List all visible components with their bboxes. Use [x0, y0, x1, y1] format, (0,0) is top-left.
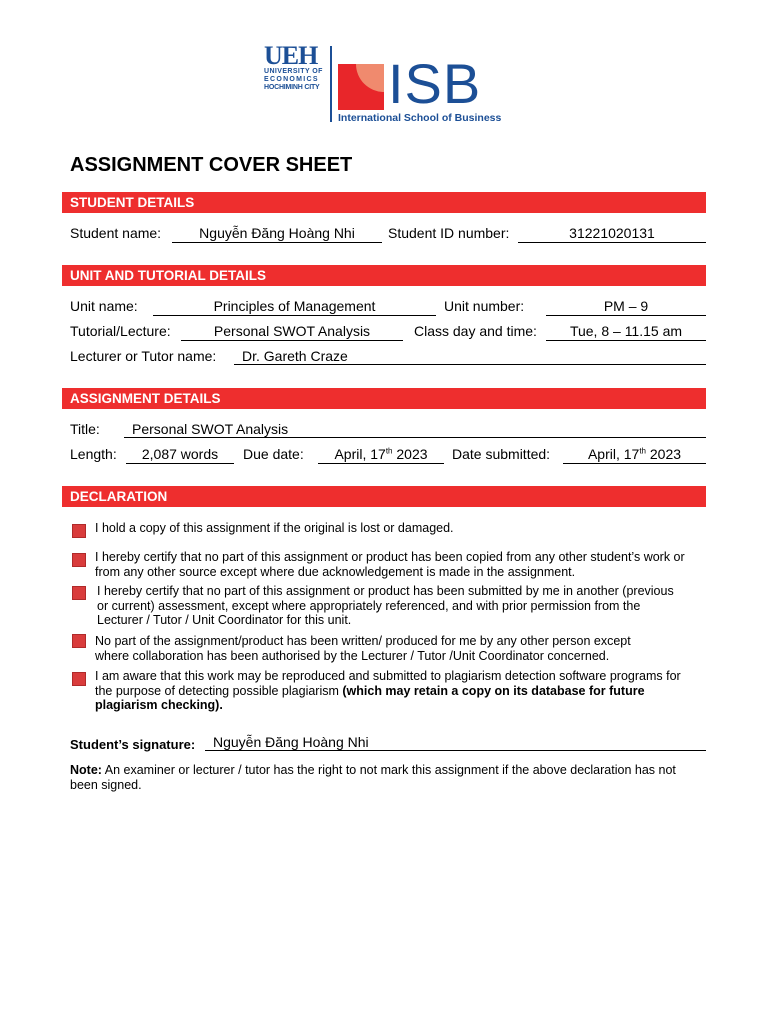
note-body: An examiner or lecturer / tutor has the right to not mark this assignment if the above declaration has not been signed.	[70, 763, 676, 792]
unit-name-label: Unit name:	[70, 298, 138, 314]
student-name-label: Student name:	[70, 225, 162, 241]
declaration-text-5-plain: I am aware that this work may be reproduced and submitted to plagiarism detection software programs for the purpose of detecting possible plagiarism	[95, 669, 681, 698]
unit-details-header: UNIT AND TUTORIAL DETAILS	[62, 265, 706, 286]
isb-mark-icon	[338, 64, 386, 110]
declaration-checkbox-3[interactable]	[72, 586, 86, 600]
declaration-checkbox-5[interactable]	[72, 672, 86, 686]
logo-divider	[330, 46, 332, 122]
declaration-text-5	[95, 669, 695, 713]
student-id-field[interactable]: 31221020131	[518, 224, 706, 243]
tutorial-label: Tutorial/Lecture:	[70, 323, 171, 339]
class-day-field[interactable]: Tue, 8 – 11.15 am	[546, 322, 706, 341]
date-submitted-field[interactable]	[563, 445, 706, 464]
due-date-label: Due date:	[243, 446, 304, 462]
ueh-line-1: UNIVERSITY OF	[264, 68, 323, 75]
lecturer-field[interactable]: Dr. Gareth Craze	[234, 347, 706, 365]
date-submitted-ordinal: th	[639, 446, 646, 456]
declaration-checkbox-2[interactable]	[72, 553, 86, 567]
ueh-logo	[264, 41, 328, 92]
signature-label: Student’s signature:	[70, 737, 196, 752]
unit-number-field[interactable]: PM – 9	[546, 297, 706, 316]
assignment-details-header: ASSIGNMENT DETAILS	[62, 388, 706, 409]
tutorial-field[interactable]: Personal SWOT Analysis	[181, 322, 403, 341]
isb-wordmark: ISB	[388, 52, 482, 115]
unit-number-label: Unit number:	[444, 298, 525, 314]
class-day-label: Class day and time:	[414, 323, 537, 339]
declaration-checkbox-4[interactable]	[72, 634, 86, 648]
unit-name-field[interactable]: Principles of Management	[153, 297, 436, 316]
declaration-text-3: I hereby certify that no part of this assignment or product has been submitted by me in another (previous or current) assessment, except where appropriately referenced, and with prior permission from the Lecturer / Tutor / Unit Coordinator for this unit.	[97, 584, 674, 627]
lecturer-label: Lecturer or Tutor name:	[70, 348, 217, 364]
date-submitted-label: Date submitted:	[452, 446, 551, 462]
student-id-label: Student ID number:	[388, 225, 510, 241]
student-name-field[interactable]: Nguyễn Đăng Hoàng Nhi	[172, 224, 382, 243]
note-text	[70, 763, 695, 792]
ueh-line-2: ECONOMICS	[264, 76, 319, 83]
due-date-field[interactable]	[318, 445, 444, 464]
due-date-text: April, 17	[334, 446, 386, 462]
length-field[interactable]: 2,087 words	[126, 445, 234, 464]
student-details-header: STUDENT DETAILS	[62, 192, 706, 213]
isb-subtitle: International School of Business	[338, 112, 502, 124]
assignment-title-field[interactable]: Personal SWOT Analysis	[124, 420, 706, 438]
date-submitted-year: 2023	[645, 446, 682, 462]
ueh-line-3: HOCHIMINH CITY	[264, 84, 320, 91]
note-label: Note:	[70, 763, 102, 777]
due-date-year: 2023	[392, 446, 428, 462]
assignment-title-label: Title:	[70, 421, 100, 437]
declaration-text-5-bold: (which may retain a copy on its database for future plagiarism checking).	[95, 683, 645, 712]
length-label: Length:	[70, 446, 117, 462]
declaration-checkbox-1[interactable]	[72, 524, 86, 538]
date-submitted-text: April, 17	[587, 446, 640, 462]
signature-field[interactable]: Nguyễn Đăng Hoàng Nhi	[205, 733, 706, 751]
page-title: ASSIGNMENT COVER SHEET	[70, 154, 353, 176]
declaration-header: DECLARATION	[62, 486, 706, 507]
ueh-wordmark: UEH	[264, 41, 318, 70]
declaration-text-1: I hold a copy of this assignment if the original is lost or damaged.	[95, 521, 454, 535]
due-date-ordinal: th	[385, 446, 393, 456]
declaration-text-4: No part of the assignment/product has been written/ produced for me by any other person except where collaboration has been authorised by the Lecturer / Tutor /Unit Coordinator concerned.	[95, 634, 631, 663]
declaration-text-2: I hereby certify that no part of this assignment or product has been copied from any other student’s work or from any other source except where due acknowledgement is made in the assignment.	[95, 550, 685, 579]
